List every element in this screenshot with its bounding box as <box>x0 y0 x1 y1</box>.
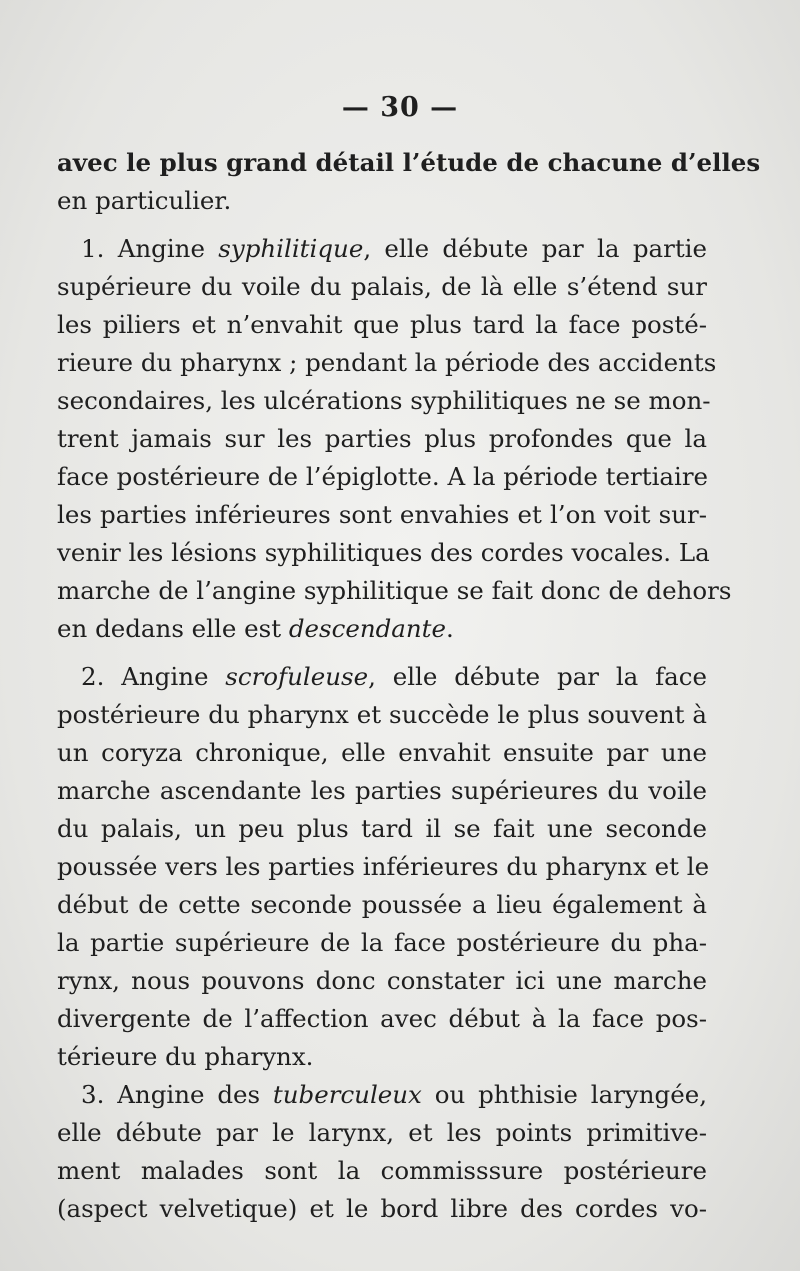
paragraph-1-line-10: marche de l’angine syphilitique se fait donc de dehors <box>57 576 732 605</box>
paragraph-2-line-11: térieure du pharynx. <box>57 1042 314 1071</box>
paragraph-3-line-4: (aspect velvetique) et le bord libre des cordes vo- <box>57 1194 707 1223</box>
paragraph-2-line-9: rynx, nous pouvons donc constater ici une marche <box>57 966 707 995</box>
paragraph-1-line-3: les piliers et n’envahit que plus tard la face posté- <box>57 310 707 339</box>
term-syphilitique: syphilitique <box>218 234 364 263</box>
paragraph-1-line-11: en dedans elle est descendante. <box>57 614 454 643</box>
paragraph-1-line-9: venir les lésions syphilitiques des cordes vocales. La <box>57 538 710 567</box>
paragraph-1-line-1: 1. Angine syphilitique, elle débute par la partie <box>81 234 707 263</box>
continuation-line-2: en particulier. <box>57 186 232 215</box>
paragraph-1-line-4: rieure du pharynx ; pendant la période des accidents <box>57 348 717 377</box>
paragraph-3-line-2: elle débute par le larynx, et les points primitive- <box>57 1118 707 1147</box>
paragraph-2-line-6: poussée vers les parties inférieures du pharynx et le <box>57 852 710 881</box>
term-scrofuleuse: scrofuleuse <box>225 662 369 691</box>
paragraph-3-line-1: 3. Angine des tuberculeux ou phthisie laryngée, <box>81 1080 707 1109</box>
paragraph-1-line-8: les parties inférieures sont envahies et l’on voit sur- <box>57 500 707 529</box>
paragraph-1-line-6: trent jamais sur les parties plus profondes que la <box>57 424 707 453</box>
paragraph-2-line-8: la partie supérieure de la face postérieure du pha- <box>57 928 707 957</box>
paragraph-2-line-5: du palais, un peu plus tard il se fait une seconde <box>57 814 707 843</box>
page-number: — 30 — <box>341 92 459 123</box>
term-descendante: descendante <box>288 614 447 643</box>
paragraph-2-line-1: 2. Angine scrofuleuse, elle débute par la face <box>81 662 707 691</box>
body-text <box>57 144 761 1228</box>
paragraph-3-line-3: ment malades sont la commisssure postérieure <box>57 1156 707 1185</box>
paragraph-2-line-3: un coryza chronique, elle envahit ensuite par une <box>57 738 707 767</box>
paragraph-1-line-7: face postérieure de l’épiglotte. A la période tertiaire <box>57 462 709 491</box>
paragraph-2-line-2: postérieure du pharynx et succède le plus souvent à <box>57 700 707 729</box>
term-tuberculeux: tuberculeux <box>272 1080 422 1109</box>
paragraph-2-line-7: début de cette seconde poussée a lieu également à <box>57 890 707 919</box>
paragraph-2-line-10: divergente de l’affection avec début à la face pos- <box>57 1004 707 1033</box>
paragraph-1-line-5: secondaires, les ulcérations syphilitiques ne se mon- <box>57 386 711 415</box>
paragraph-1-line-2: supérieure du voile du palais, de là elle s’étend sur <box>57 272 707 301</box>
continuation-line-1: avec le plus grand détail l’étude de chacune d’elles <box>57 148 761 177</box>
paragraph-2-line-4: marche ascendante les parties supérieures du voile <box>57 776 707 805</box>
